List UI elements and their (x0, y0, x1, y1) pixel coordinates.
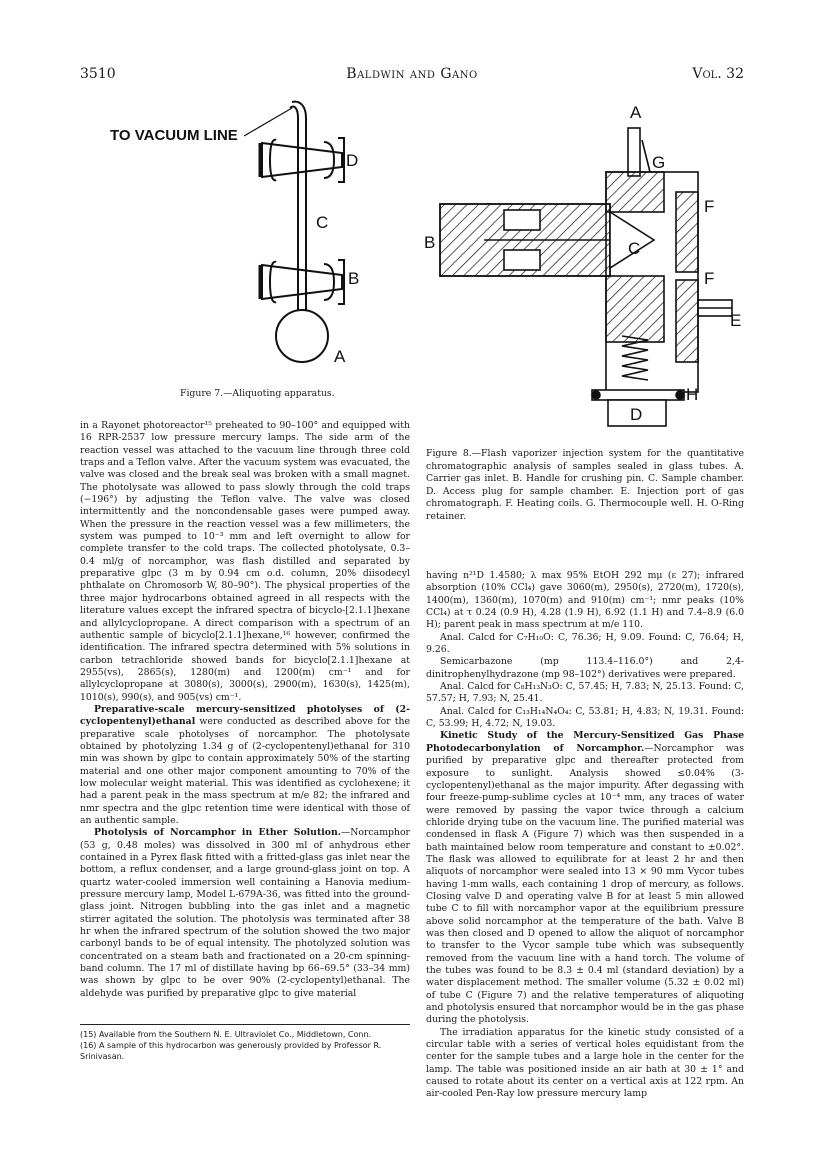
figure-8-drawing (424, 100, 754, 430)
left-paragraph-3 (80, 827, 410, 1000)
figure-8-label-c: C (628, 239, 641, 258)
right-paragraph-2: Semicarbazone (mp 113.4–116.0°) and 2,4-dinitrophenylhydrazone (mp 98–102°) derivatives were prepared. (426, 656, 744, 680)
left-paragraph-3-heading: Photolysis of Norcamphor in Ether Solution. (94, 827, 341, 839)
right-paragraph-3-heading: Kinetic Study of the Mercury-Sensitized Gas Phase Photodecarbonylation of Norcamphor. (426, 730, 744, 754)
running-title: Baldwin and Gano (346, 66, 478, 82)
figure-7-aliquoting-apparatus (110, 100, 410, 372)
figure-8-label-f2: F (704, 269, 715, 288)
footnote-15: (15) Available from the Southern N. E. Ultraviolet Co., Middletown, Conn. (80, 1030, 372, 1039)
page-number: 3510 (80, 66, 116, 82)
figure-7-label-c: C (316, 213, 329, 232)
left-paragraph-2 (80, 704, 410, 827)
right-column (426, 570, 744, 1101)
footnote-rule (80, 1024, 410, 1025)
figure-8-label-e: E (730, 311, 742, 330)
figure-8-label-h: H (686, 385, 699, 404)
figure-7-label-d: D (346, 151, 359, 170)
right-paragraph-4: The irradiation apparatus for the kinetic study consisted of a circular table with a series of vertical holes equidistant from the center for the sample tubes and a large hole in the center for the lamp. The table was positioned inside an air bath at 30 ± 1° and caused to rotate about its center on a vertical axis at 122 rpm. An air-cooled Pen-Ray low pressure mercury lamp (426, 1026, 744, 1100)
footnote-16: (16) A sample of this hydrocarbon was generously provided by Professor R. Srinivasan. (80, 1041, 382, 1061)
figure-7-label-b: B (348, 269, 360, 288)
volume-label: Vol. 32 (692, 66, 744, 82)
right-analysis-1: Anal. Calcd for C₇H₁₀O: C, 76.36; H, 9.09. Found: C, 76.64; H, 9.26. (426, 631, 744, 656)
right-analysis-3: Anal. Calcd for C₁₃H₁₄N₄O₄: C, 53.81; H, 4.83; N, 19.31. Found: C, 53.99; H, 4.72; N, 19.03. (426, 705, 744, 730)
right-paragraph-3-body: —Norcamphor was purified by preparative glpc and thereafter protected from exposure to sunlight. Analysis showed ≤0.04% (3-cyclopentenyl)ethanal as the major impurity. After degassing with four freeze-pump-sublime cycles at 10⁻⁴ mm, any traces of water were removed by passing the vapor twice through a calcium chloride drying tube on the vacuum line. The purified material was condensed in flask A (Figure 7) which was then suspended in a bath maintained below room temperature and constant to ±0.02°. The flask was allowed to equilibrate for at least 2 hr and then aliquots of norcamphor were sealed into 13 × 90 mm Vycor tubes having 1-mm walls, each containing 1 drop of mercury, as follows. Closing valve D and operating valve B for at least 5 min allowed tube C to fill with norcamphor vapor at the equilibrium pressure above solid norcamphor at the temperature of the bath. Valve B was then closed and D opened to allow the aliquot of norcamphor to transfer to the Vycor sample tube which was subsequently removed from the vacuum line with a hand torch. The volume of the tubes was found to be 8.3 ± 0.4 ml (standard deviation) by a water displacement method. The smaller volume (5.32 ± 0.02 ml) of tube C (Figure 7) and the relative temperatures of aliquoting and photolysis ensured that norcamphor would be in the gas phase during the photolysis. (426, 742, 745, 1026)
figure-8-label-d: D (630, 405, 643, 424)
figure-7-label-vacuum: TO VACUUM LINE (110, 127, 238, 144)
figure-7-caption: Figure 7.—Aliquoting apparatus. (180, 388, 335, 399)
figure-8-caption: Figure 8.—Flash vaporizer injection system for the quantitative chromatographic analysis of samples sealed in glass tubes. A. Carrier gas inlet. B. Handle for crushing pin. C. Sample chamber. D. Access plug for sample chamber. E. Injection port of gas chromatograph. F. Heating coils. G. Thermocouple well. H. O-Ring retainer. (426, 448, 744, 522)
figure-8-label-f1: F (704, 197, 715, 216)
figure-7-label-a: A (334, 347, 346, 366)
right-analysis-2: Anal. Calcd for C₈H₁₃N₃O: C, 57.45; H, 7.83; N, 25.13. Found: C, 57.57; H, 7.93; N, 25.41. (426, 681, 744, 705)
left-column (80, 420, 410, 1000)
right-paragraph-3 (426, 730, 744, 1026)
figure-8-label-a: A (630, 103, 642, 122)
figure-8-flash-vaporizer (424, 100, 754, 430)
figure-8-label-g: G (652, 153, 666, 172)
figure-8-label-b: B (424, 233, 436, 252)
left-paragraph-3-body: —Norcamphor (53 g, 0.48 moles) was dissolved in 300 ml of anhydrous ether contained in a Pyrex flask fitted with a fritted-glass gas inlet near the bottom, a reflux condenser, and a large ground-glass joint on top. A quartz water-cooled immersion well containing a Hanovia medium-pressure mercury lamp, Model L-679A-36, was fitted into the ground-glass joint. Nitrogen bubbling into the gas inlet and a magnetic stirrer agitated the solution. The photolysis was terminated after 38 hr when the infrared spectrum of the solution showed the two major carbonyl bands to be of equal intensity. The photolyzed solution was concentrated on a steam bath and fractionated on a 20-cm spinning-band column. The 17 ml of distillate having bp 66–69.5° (33–34 mm) was shown by glpc to be over 90% (2-cyclopentyl)ethanal. The aldehyde was purified by preparative glpc to give material (80, 827, 410, 999)
left-paragraph-1: in a Rayonet photoreactor¹⁵ preheated to 90–100° and equipped with 16 RPR-2537 low pressure mercury lamps. The side arm of the reaction vessel was attached to the vacuum line through three cold traps and a Teflon valve. After the vacuum system was evacuated, the valve was closed and the break seal was broken with a small magnet. The photolysate was allowed to pass slowly through the cold traps (−196°) by adjusting the Teflon valve. The valve was closed intermittently and the noncondensable gases were pumped away. When the pressure in the reaction vessel was a few millimeters, the system was pumped to 10⁻³ mm and left overnight to allow for complete transfer to the cold traps. The collected photolysate, 0.3–0.4 ml/g of norcamphor, was flash distilled and separated by preparative glpc (3 m by 0.94 cm o.d. column, 20% diisodecyl phthalate on Chromosorb W, 80–90°). The physical properties of the three major hydrocarbons obtained agreed in all respects with the literature values except the infrared spectra of bicyclo-[2.1.1]hexane and allylcyclopropane. A direct comparison with a spectrum of an authentic sample of bicyclo[2.1.1]hexane,¹⁶ however, confirmed the identification. The infrared spectra determined with 5% solutions in carbon tetrachloride showed bands for bicyclo[2.1.1]hexane at 2955(vs), 2865(s), 1280(m) and 1200(m) cm⁻¹ and for allylcyclopropane at 3080(s), 3000(s), 2900(m), 1630(s), 1425(m), 1010(s), 990(s), and 905(vs) cm⁻¹. (80, 420, 410, 703)
left-paragraph-2-heading: Preparative-scale mercury-sensitized photolyses of (2-cyclopentenyl)ethanal (80, 703, 410, 728)
left-paragraph-2-body: were conducted as described above for the preparative scale photolyses of norcamphor. The photolysate obtained by photolyzing 1.34 g of (2-cyclopentenyl)ethanal for 310 min was shown by glpc to contain approximately 50% of the starting material and one other major component amounting to 70% of the low molecular weight material. This was identified as cyclohexene; it had a parent peak in the mass spectrum at m/e 82; the infrared and nmr spectra and the glpc retention time were identical with those of an authentic sample. (80, 716, 410, 826)
page-header (80, 66, 744, 86)
right-paragraph-1: having n²¹D 1.4580; λ max 95% EtOH 292 mμ (ε 27); infrared absorption (10% CCl₄) gave 3060(m), 2950(s), 2720(m), 1720(s), 1400(m), 1360(m), 1070(m) and 910(m) cm⁻¹; nmr peaks (10% CCl₄) at τ 0.24 (0.9 H), 4.28 (1.9 H), 6.92 (1.1 H) and 7.4–8.9 (6.0 H); parent peak in mass spectrum at m/e 110. (426, 570, 744, 631)
figure-7-drawing (110, 100, 410, 372)
footnotes (80, 1029, 410, 1062)
